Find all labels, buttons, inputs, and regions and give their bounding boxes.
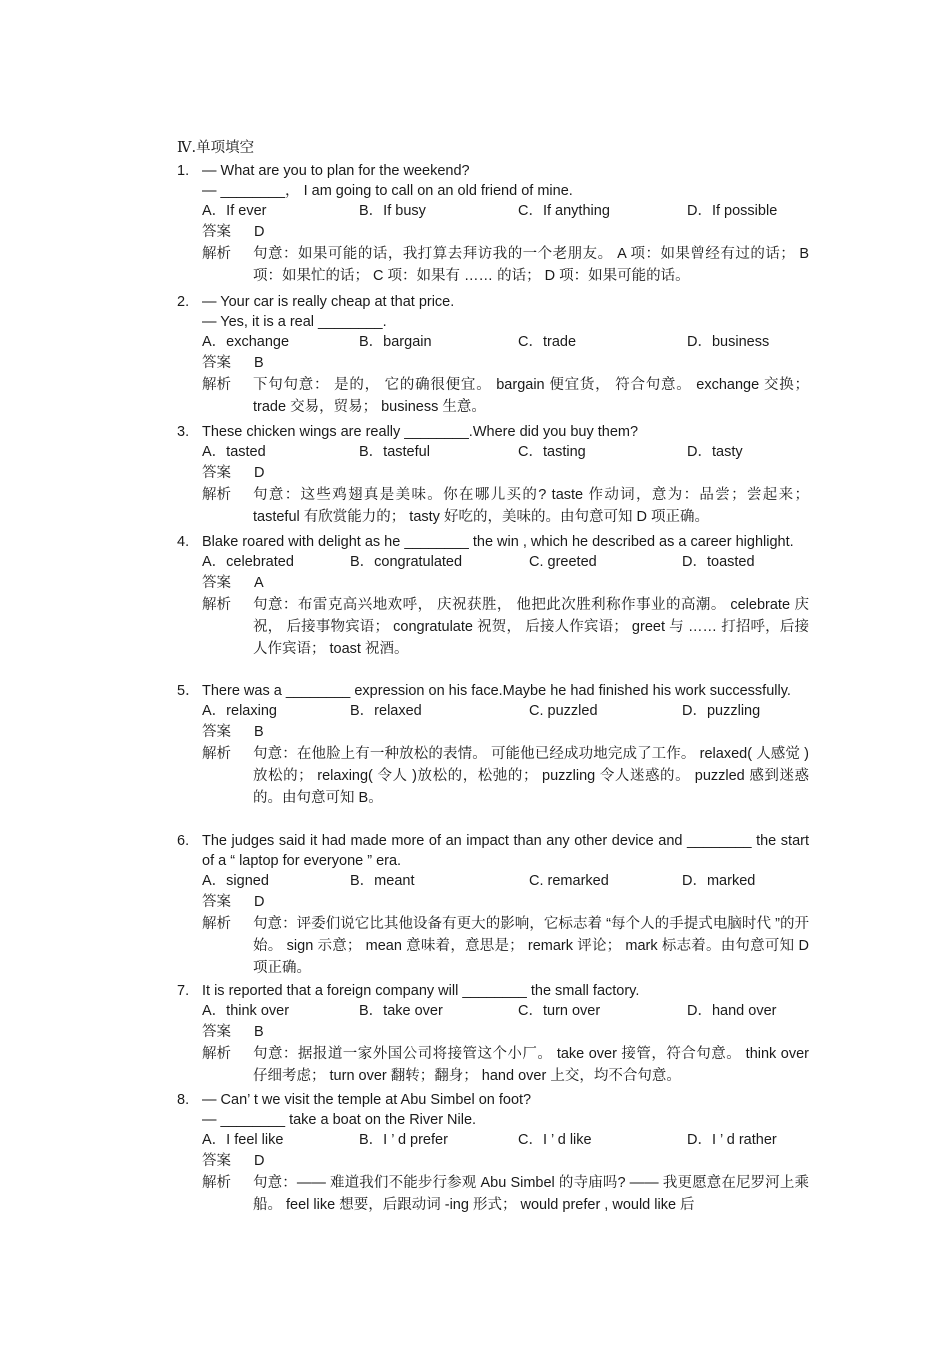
option-row (202, 871, 809, 892)
question-stem: — ________， I am going to call on an old friend of mine. (202, 183, 573, 199)
explanation-label: 解析 (202, 1175, 231, 1191)
answer-label: 答案 (202, 1153, 231, 1169)
option-b: B．take over (359, 1003, 443, 1019)
explanation-text: 句意：如果可能的话，我打算去拜访我的一个老朋友。 A 项：如果曾经有过的话； B 项：如果忙的话； C 项：如果有 …… 的话； D 项：如果可能的话。 (253, 246, 809, 284)
option-b: B．congratulated (350, 554, 463, 570)
answer-row (202, 892, 809, 913)
question-item (177, 831, 809, 979)
option-row (202, 332, 809, 353)
option-a: A．relaxing (202, 703, 277, 719)
option-d: D．toasted (682, 554, 755, 570)
option-c: C. puzzled (529, 703, 598, 719)
explanation-label: 解析 (202, 246, 231, 262)
answer-label: 答案 (202, 224, 231, 240)
answer-row (202, 722, 809, 743)
answer-value: D (254, 1153, 265, 1169)
explanation-label: 解析 (202, 487, 231, 503)
option-d: D．I ’ d rather (687, 1132, 777, 1148)
question-number: 4. (177, 534, 190, 550)
answer-row (202, 463, 809, 484)
option-a: A．think over (202, 1003, 290, 1019)
answer-row (202, 222, 809, 243)
answer-value: B (254, 1024, 264, 1040)
question-item (177, 532, 809, 660)
option-d: D．tasty (687, 444, 743, 460)
question-item (177, 422, 809, 528)
question-stem: — Yes, it is a real ________. (202, 314, 387, 330)
option-d: D．hand over (687, 1003, 777, 1019)
question-stem: — What are you to plan for the weekend? (202, 163, 470, 179)
option-d: D．puzzling (682, 703, 761, 719)
question-stem: — ________ take a boat on the River Nile. (202, 1112, 477, 1128)
option-a: A．signed (202, 873, 269, 889)
explanation-text: 句意：布雷克高兴地欢呼， 庆祝获胜， 他把此次胜利称作事业的高潮。 celebrate 庆祝， 后接事物宾语； congratulate 祝贺， 后接人作宾语； greet 与 …… 打招呼，后接人作宾语； toast 祝酒。 (253, 597, 809, 657)
option-c: C．I ’ d like (518, 1132, 592, 1148)
option-row (202, 552, 809, 573)
question-number: 3. (177, 424, 190, 440)
explanation-label: 解析 (202, 746, 231, 762)
answer-value: B (254, 355, 264, 371)
answer-value: D (254, 224, 265, 240)
option-row (202, 701, 809, 722)
explanation-text: 句意：这些鸡翅真是美味。你在哪儿买的? taste 作动词，意为：品尝；尝起来； tasteful 有欣赏能力的； tasty 好吃的，美味的。由句意可知 D 项正确。 (253, 487, 809, 525)
explanation-label: 解析 (202, 377, 231, 393)
option-b: B．If busy (359, 203, 426, 219)
question-item (177, 981, 809, 1087)
question-item (177, 292, 809, 418)
explanation-text: 句意：在他脸上有一种放松的表情。 可能他已经成功地完成了工作。 relaxed( 人感觉 )放松的； relaxing( 令人 )放松的，松弛的； puzzling 令人迷惑的。 puzzled 感到迷惑的。由句意可知 B。 (253, 746, 809, 806)
question-number: 7. (177, 983, 190, 999)
question-stem: There was a ________ expression on his face.Maybe he had finished his work successfully. (202, 683, 791, 699)
explanation-block (202, 374, 809, 418)
question-stem: — Can’ t we visit the temple at Abu Simbel on foot? (202, 1092, 532, 1108)
question-number: 6. (177, 833, 190, 849)
explanation-block (202, 913, 809, 979)
option-c: C．turn over (518, 1003, 601, 1019)
option-b: B．bargain (359, 334, 432, 350)
answer-label: 答案 (202, 894, 231, 910)
question-stem: These chicken wings are really ________.Where did you buy them? (202, 424, 639, 440)
option-a: A．exchange (202, 334, 290, 350)
explanation-block (202, 1172, 809, 1216)
explanation-text: 句意：据报道一家外国公司将接管这个小厂。 take over 接管，符合句意。 think over 仔细考虑； turn over 翻转；翻身； hand over 上交，均不合句意。 (253, 1046, 809, 1084)
explanation-label: 解析 (202, 1046, 231, 1062)
option-b: B．tasteful (359, 444, 430, 460)
explanation-block (202, 1043, 809, 1087)
option-d: D．business (687, 334, 770, 350)
question-item (177, 1090, 809, 1216)
question-stem: It is reported that a foreign company will ________ the small factory. (202, 983, 640, 999)
explanation-label: 解析 (202, 916, 231, 932)
explanation-label: 解析 (202, 597, 231, 613)
answer-row (202, 353, 809, 374)
answer-row (202, 573, 809, 594)
option-a: A．tasted (202, 444, 266, 460)
question-number: 5． (177, 683, 200, 699)
option-row (202, 1130, 809, 1151)
option-d: D．If possible (687, 203, 778, 219)
option-d: D．marked (682, 873, 756, 889)
option-a: A．If ever (202, 203, 267, 219)
answer-label: 答案 (202, 724, 231, 740)
option-c: C．trade (518, 334, 577, 350)
answer-value: B (254, 724, 264, 740)
question-stem: The judges said it had made more of an impact than any other device and ________ the start of a “ laptop for everyone ” era. (202, 833, 809, 869)
explanation-block (202, 743, 809, 809)
question-number: 8. (177, 1092, 190, 1108)
option-row (202, 1001, 809, 1022)
question-stem: Blake roared with delight as he ________ the win , which he described as a career highlight. (202, 534, 794, 550)
answer-row (202, 1151, 809, 1172)
question-number: 1. (177, 163, 190, 179)
answer-value: D (254, 894, 265, 910)
option-c: C. remarked (529, 873, 609, 889)
question-item (177, 161, 809, 287)
explanation-text: 下句句意： 是的， 它的确很便宜。 bargain 便宜货， 符合句意。 exchange 交换； trade 交易，贸易； business 生意。 (253, 377, 809, 415)
explanation-text: 句意：评委们说它比其他设备有更大的影响，它标志着 “每个人的手提式电脑时代 ”的开始。 sign 示意； mean 意味着，意思是； remark 评论； mark 标志着。由句意可知 D 项正确。 (253, 916, 809, 976)
answer-value: D (254, 465, 265, 481)
option-c: C. greeted (529, 554, 597, 570)
option-row (202, 442, 809, 463)
explanation-block (202, 243, 809, 287)
answer-label: 答案 (202, 465, 231, 481)
answer-label: 答案 (202, 1024, 231, 1040)
option-c: C．tasting (518, 444, 586, 460)
section-title: Ⅳ.单项填空 (177, 140, 255, 156)
option-b: B．I ’ d prefer (359, 1132, 448, 1148)
explanation-block (202, 594, 809, 660)
question-item (177, 681, 809, 809)
question-number: 2. (177, 294, 190, 310)
explanation-block (202, 484, 809, 528)
explanation-text: 句意：—— 难道我们不能步行参观 Abu Simbel 的寺庙吗? —— 我更愿意在尼罗河上乘船。 feel like 想要，后跟动词 -ing 形式； would prefer , would like 后 (253, 1175, 809, 1213)
answer-label: 答案 (202, 355, 231, 371)
option-a: A．I feel like (202, 1132, 284, 1148)
answer-row (202, 1022, 809, 1043)
option-row (202, 201, 809, 222)
option-c: C．If anything (518, 203, 610, 219)
option-a: A．celebrated (202, 554, 294, 570)
answer-value: A (254, 575, 264, 591)
question-stem: — Your car is really cheap at that price. (202, 294, 455, 310)
option-b: B．meant (350, 873, 415, 889)
answer-label: 答案 (202, 575, 231, 591)
option-b: B．relaxed (350, 703, 422, 719)
